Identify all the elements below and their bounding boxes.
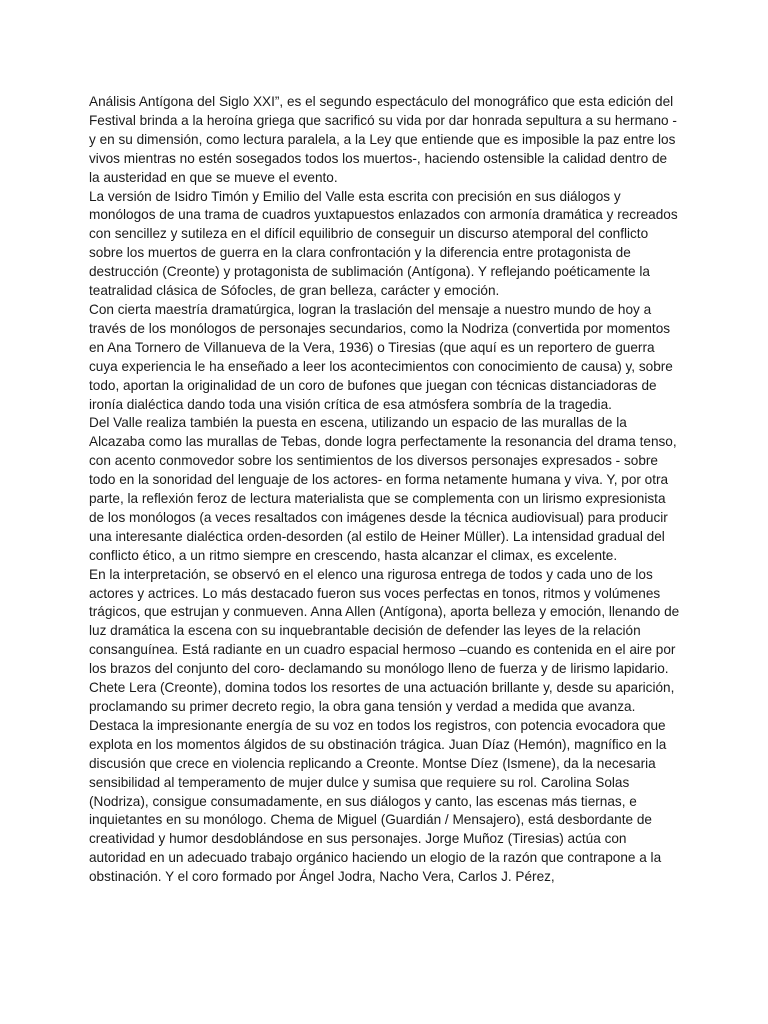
paragraph-4: Del Valle realiza también la puesta en escena, utilizando un espacio de las murallas de la Alcazaba como las murallas de Tebas, donde logra perfectamente la resonancia del drama tenso, con acento conmovedor sobre los sentimientos de los diversos personajes expresados - sobre todo en la sonoridad del lenguaje de los actores- en forma netamente humana y viva. Y, por otra parte, la reflexión feroz de lectura materialista que se complementa con un lirismo expresionista de los monólogos (a veces resaltados con imágenes desde la técnica audiovisual) para producir una interesante dialéctica orden-desorden (al estilo de Heiner Müller). La intensidad gradual del conflicto ético, a un ritmo siempre en crescendo, hasta alcanzar el climax, es excelente.: [89, 415, 677, 563]
document-page: [89, 93, 681, 887]
paragraph-5: En la interpretación, se observó en el elenco una rigurosa entrega de todos y cada uno de los actores y actrices. Lo más destacado fueron sus voces perfectas en tonos, ritmos y volúmenes trágicos, que estrujan y conmueven. Anna Allen (Antígona), aporta belleza y emoción, llenando de luz dramática la escena con su inquebrantable decisión de defender las leyes de la relación consanguínea. Está radiante en un cuadro espacial hermoso –cuando es contenida en el aire por los brazos del conjunto del coro- declamando su monólogo lleno de fuerza y de lirismo lapidario. Chete Lera (Creonte), domina todos los resortes de una actuación brillante y, desde su aparición, proclamando su primer decreto regio, la obra gana tensión y verdad a medida que avanza. Destaca la impresionante energía de su voz en todos los registros, con potencia evocadora que explota en los momentos álgidos de su obstinación trágica. Juan Díaz (Hemón), magnífico en la discusión que crece en violencia replicando a Creonte. Montse Díez (Ismene), da la necesaria sensibilidad al temperamento de mujer dulce y sumisa que requiere su rol. Carolina Solas (Nodriza), consigue consumadamente, en sus diálogos y canto, las escenas más tiernas, e inquietantes en su monólogo. Chema de Miguel (Guardián / Mensajero), está desbordante de creatividad y humor desdoblándose en sus personajes. Jorge Muñoz (Tiresias) actúa con autoridad en un adecuado trabajo orgánico haciendo un elogio de la razón que contrapone a la obstinación. Y el coro formado por Ángel Jodra, Nacho Vera, Carlos J. Pérez,: [89, 566, 680, 885]
paragraph-2: La versión de Isidro Timón y Emilio del Valle esta escrita con precisión en sus diálogos y monólogos de una trama de cuadros yuxtapuestos enlazados con armonía dramática y recreados con sencillez y sutileza en el difícil equilibrio de conseguir un discurso atemporal del conflicto sobre los muertos de guerra en la clara confrontación y la diferencia entre protagonista de destrucción (Creonte) y protagonista de sublimación (Antígona). Y reflejando poéticamente la teatralidad clásica de Sófocles, de gran belleza, carácter y emoción.: [89, 188, 678, 299]
paragraph-1: Análisis Antígona del Siglo XXI”, es el segundo espectáculo del monográfico que esta edición del Festival brinda a la heroína griega que sacrificó su vida por dar honrada sepultura a su hermano -y en su dimensión, como lectura paralela, a la Ley que entiende que es imposible la paz entre los vivos mientras no estén sosegados todos los muertos-, haciendo ostensible la calidad dentro de la austeridad en que se mueve el evento.: [89, 94, 677, 185]
paragraph-3: Con cierta maestría dramatúrgica, logran la traslación del mensaje a nuestro mundo de hoy a través de los monólogos de personajes secundarios, como la Nodriza (convertida por momentos en Ana Tornero de Villanueva de la Vera, 1936) o Tiresias (que aquí es un reportero de guerra cuya experiencia le ha enseñado a leer los acontecimientos con conocimiento de causa) y, sobre todo, aportan la originalidad de un coro de bufones que juegan con técnicas distanciadoras de ironía dialéctica dando toda una visión crítica de esa atmósfera sombría de la tragedia.: [89, 301, 673, 412]
